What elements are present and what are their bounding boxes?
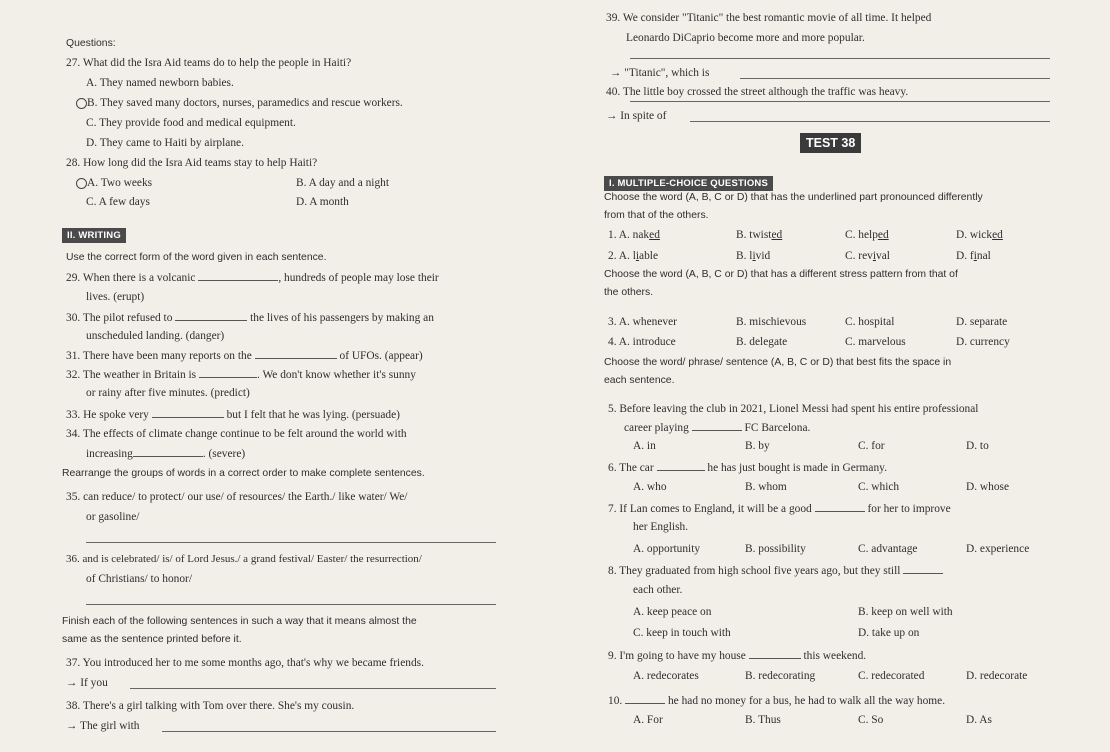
answer-blank[interactable]	[657, 461, 705, 471]
q7-line-1: 7. If Lan comes to England, it will be a good for her to improve	[608, 503, 951, 515]
q6-text: 6. The car he has just bought is made in Germany.	[608, 462, 887, 474]
q3-option-b: B. mischievous	[736, 316, 807, 328]
answer-blank[interactable]	[133, 447, 203, 457]
q3-option-c: C. hospital	[845, 316, 895, 328]
q6-option-b: B. whom	[745, 481, 787, 493]
q2-option-b: B. livid	[736, 250, 771, 262]
q27-option-d: D. They came to Haiti by airplane.	[86, 137, 244, 149]
q30-line-2: unscheduled landing. (danger)	[86, 330, 225, 342]
q3-option-a: 3. A. whenever	[608, 316, 677, 328]
q8-option-c: C. keep in touch with	[633, 627, 731, 639]
q31-text: 31. There have been many reports on the of UFOs. (appear)	[66, 350, 423, 362]
q40-answer-prefix: → In spite of	[606, 110, 667, 122]
q4-option-b: B. delegate	[736, 336, 788, 348]
q3-option-d: D. separate	[956, 316, 1008, 328]
writing-instruction-2: Rearrange the groups of words in a correct order to make complete sentences.	[62, 468, 425, 479]
q38-text: 38. There's a girl talking with Tom over there. She's my cousin.	[66, 700, 355, 712]
gap-fill-instruction-1: Choose the word/ phrase/ sentence (A, B, C or D) that best fits the space in	[604, 357, 952, 368]
q27-text: 27. What did the Isra Aid teams do to help the people in Haiti?	[66, 57, 352, 69]
questions-heading: Questions:	[66, 38, 116, 49]
q5-option-b: B. by	[745, 440, 770, 452]
q5-option-d: D. to	[966, 440, 989, 452]
q27-option-b: B. They saved many doctors, nurses, paramedics and rescue workers.	[86, 97, 403, 109]
q10-text: 10. he had no money for a bus, he had to walk all the way home.	[608, 695, 946, 707]
q2-option-a: 2. A. liable	[608, 250, 659, 262]
q39-answer-line-2[interactable]	[740, 78, 1050, 79]
q10-option-d: D. As	[966, 714, 992, 726]
writing-instruction-1: Use the correct form of the word given in each sentence.	[66, 252, 327, 263]
q37-answer-prefix: → If you	[66, 677, 108, 689]
answer-blank[interactable]	[692, 421, 742, 431]
q5-line-2: career playing FC Barcelona.	[624, 422, 811, 434]
q39-line-1: 39. We consider "Titanic" the best romantic movie of all time. It helped	[606, 12, 932, 24]
answer-blank[interactable]	[199, 368, 257, 378]
q7-option-a: A. opportunity	[633, 543, 701, 555]
q1-option-b: B. twisted	[736, 229, 783, 241]
q39-answer-line-1[interactable]	[630, 58, 1050, 59]
q29-line-1: 29. When there is a volcanic , hundreds of people may lose their	[66, 272, 439, 284]
q40-answer-line-1[interactable]	[630, 101, 1050, 102]
q8-option-a: A. keep peace on	[633, 606, 712, 618]
q30-line-1: 30. The pilot refused to the lives of his passengers by making an	[66, 312, 434, 324]
q1-option-d: D. wicked	[956, 229, 1003, 241]
q1-option-a: 1. A. naked	[608, 229, 660, 241]
q29-line-2: lives. (erupt)	[86, 291, 145, 303]
q8-option-d: D. take up on	[858, 627, 920, 639]
answer-blank[interactable]	[175, 311, 247, 321]
q9-option-d: D. redecorate	[966, 670, 1028, 682]
q1-option-c: C. helped	[845, 229, 889, 241]
stress-instruction-1: Choose the word (A, B, C or D) that has a different stress pattern from that of	[604, 269, 958, 280]
q37-text: 37. You introduced her to me some months ago, that's why we became friends.	[66, 657, 424, 669]
q28-option-b: B. A day and a night	[296, 177, 390, 189]
q8-line-1: 8. They graduated from high school five years ago, but they still	[608, 564, 943, 577]
q7-option-b: B. possibility	[745, 543, 806, 555]
q9-text: 9. I'm going to have my house this weekend.	[608, 650, 867, 662]
pronunciation-instruction-1: Choose the word (A, B, C or D) that has the underlined part pronounced differently	[604, 192, 983, 203]
q6-option-a: A. who	[633, 481, 667, 493]
q36-answer-line[interactable]	[86, 604, 496, 605]
q7-option-c: C. advantage	[858, 543, 918, 555]
q2-option-d: D. final	[956, 250, 991, 262]
q4-option-d: D. currency	[956, 336, 1010, 348]
q34-line-2: increasing . (severe)	[86, 448, 246, 460]
stress-instruction-2: the others.	[604, 287, 654, 298]
q8-option-b: B. keep on well with	[858, 606, 953, 618]
q6-option-d: D. whose	[966, 481, 1010, 493]
q5-option-a: A. in	[633, 440, 656, 452]
q9-option-a: A. redecorates	[633, 670, 699, 682]
q37-answer-line[interactable]	[130, 688, 496, 689]
q5-option-c: C. for	[858, 440, 885, 452]
gap-fill-instruction-2: each sentence.	[604, 375, 675, 386]
q36-line-1: 36. and is celebrated/ is/ of Lord Jesus./ a grand festival/ Easter/ the resurrection/	[66, 553, 422, 565]
q35-answer-line[interactable]	[86, 542, 496, 543]
q4-option-a: 4. A. introduce	[608, 336, 676, 348]
q28-text: 28. How long did the Isra Aid teams stay to help Haiti?	[66, 157, 318, 169]
multiple-choice-section-badge: I. MULTIPLE-CHOICE QUESTIONS	[604, 176, 773, 191]
answer-blank[interactable]	[903, 564, 943, 574]
q40-line-1: 40. The little boy crossed the street although the traffic was heavy.	[606, 86, 909, 98]
q28-option-c: C. A few days	[86, 196, 150, 208]
answer-circle	[76, 98, 87, 109]
pronunciation-instruction-2: from that of the others.	[604, 210, 709, 221]
q33-text: 33. He spoke very but I felt that he was lying. (persuade)	[66, 409, 400, 421]
q9-option-b: B. redecorating	[745, 670, 816, 682]
q36-line-2: of Christians/ to honor/	[86, 573, 192, 585]
answer-blank[interactable]	[152, 408, 224, 418]
q35-line-1: 35. can reduce/ to protect/ our use/ of resources/ the Earth./ like water/ We/	[66, 491, 408, 503]
answer-blank[interactable]	[749, 649, 801, 659]
q27-option-c: C. They provide food and medical equipment.	[86, 117, 296, 129]
q10-option-c: C. So	[858, 714, 884, 726]
q8-line-2: each other.	[633, 584, 683, 596]
q27-option-a: A. They named newborn babies.	[86, 77, 234, 89]
writing-instruction-3a: Finish each of the following sentences in such a way that it means almost the	[62, 616, 417, 627]
q39-line-2: Leonardo DiCaprio become more and more popular.	[626, 32, 865, 44]
q32-line-2: or rainy after five minutes. (predict)	[86, 387, 250, 399]
q28-option-d: D. A month	[296, 196, 349, 208]
q38-answer-line[interactable]	[162, 731, 496, 732]
writing-section-badge: II. WRITING	[62, 228, 126, 243]
answer-blank[interactable]	[815, 502, 865, 512]
q28-option-a: A. Two weeks	[86, 177, 152, 189]
q34-line-1: 34. The effects of climate change continue to be felt around the world with	[66, 428, 407, 440]
q6-option-c: C. which	[858, 481, 900, 493]
q2-option-c: C. revival	[845, 250, 890, 262]
q7-line-2: her English.	[633, 521, 689, 533]
answer-blank[interactable]	[255, 349, 337, 359]
q9-option-c: C. redecorated	[858, 670, 925, 682]
q35-line-2: or gasoline/	[86, 511, 140, 523]
q10-option-a: A. For	[633, 714, 663, 726]
q32-line-1: 32. The weather in Britain is . We don't know whether it's sunny	[66, 369, 416, 381]
writing-instruction-3b: same as the sentence printed before it.	[62, 634, 242, 645]
q39-answer-prefix: → "Titanic", which is	[610, 67, 710, 79]
answer-blank[interactable]	[198, 271, 278, 281]
q10-option-b: B. Thus	[745, 714, 781, 726]
answer-blank[interactable]	[625, 694, 665, 704]
answer-circle	[76, 178, 87, 189]
q4-option-c: C. marvelous	[845, 336, 906, 348]
q40-answer-line-2[interactable]	[690, 121, 1050, 122]
q38-answer-prefix: → The girl with	[66, 720, 140, 732]
q5-line-1: 5. Before leaving the club in 2021, Lionel Messi had spent his entire professional	[608, 403, 979, 415]
test-number-badge: TEST 38	[800, 133, 861, 153]
q7-option-d: D. experience	[966, 543, 1030, 555]
